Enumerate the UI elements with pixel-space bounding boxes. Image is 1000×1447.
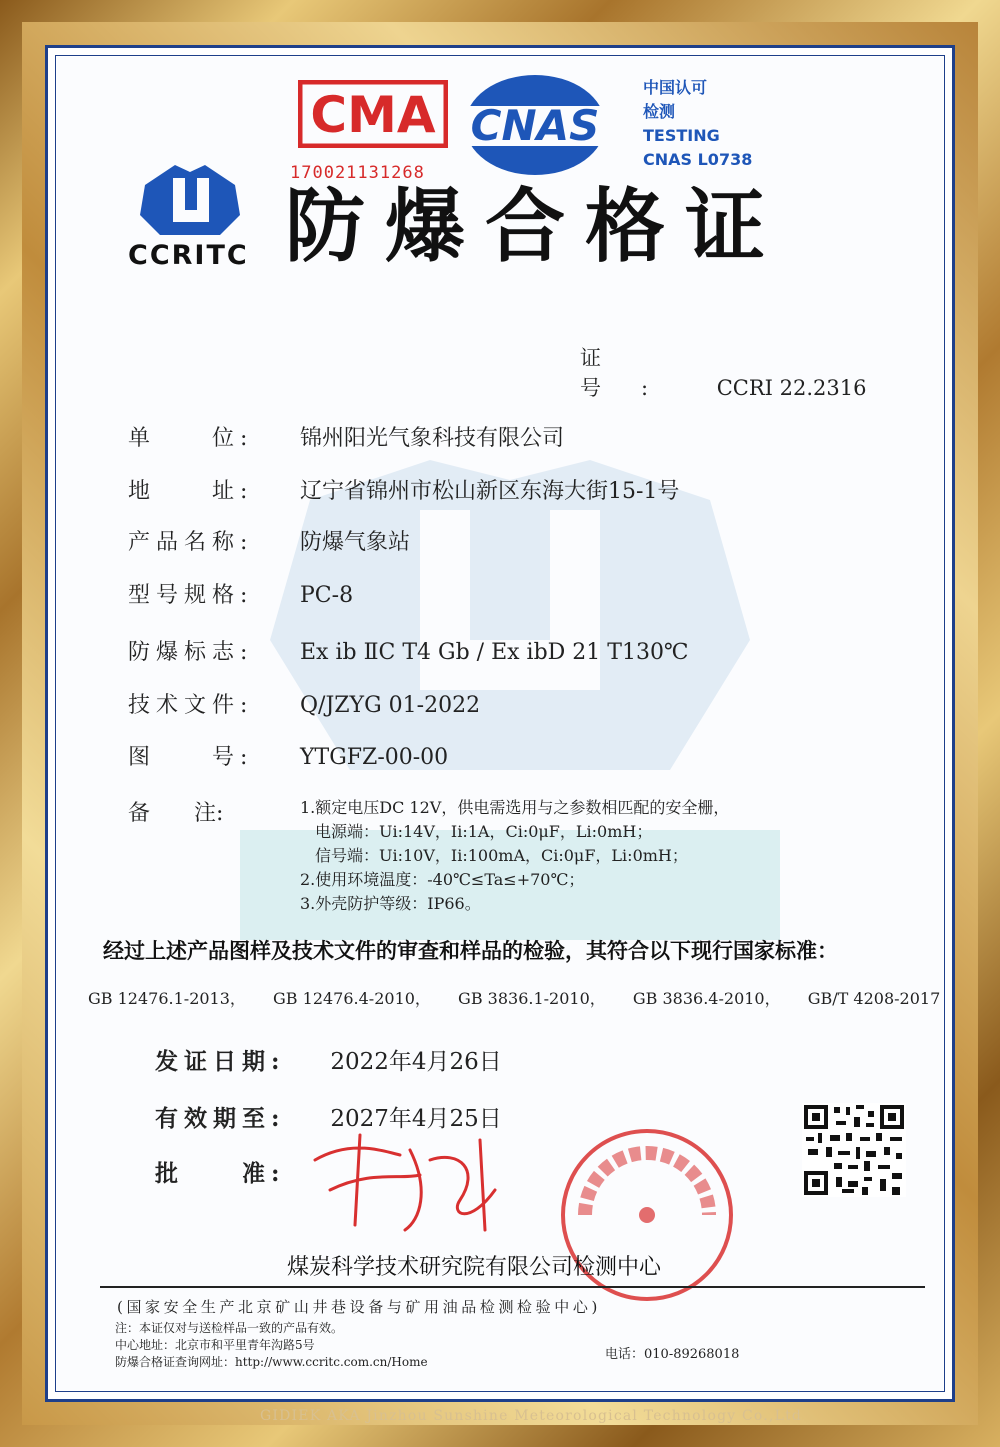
footer-note: 注：本证仅对与送检样品一致的产品有效。 <box>115 1321 344 1335</box>
bottom-watermark-text: GIDIEK AKA Jinzhou Sunshine Meteorological Technology Co.,Ltd <box>260 1408 803 1424</box>
standard-item: GB 3836.4-2010， <box>632 989 781 1008</box>
field-row-product <box>128 525 410 556</box>
cnas-logo-icon <box>455 70 615 180</box>
field-label: 技术文件: <box>128 693 254 718</box>
field-row-address <box>128 474 679 505</box>
issue-date-row <box>155 1043 502 1076</box>
ccritc-logo-icon <box>135 160 245 240</box>
valid-date-label: 有效期至: <box>155 1105 286 1132</box>
note-line: 信号端：Ui:10V，Ii:100mA，Ci:0μF，Li:0mH； <box>315 846 688 865</box>
standard-item: GB 3836.1-2010， <box>458 989 606 1008</box>
field-value: YTGFZ-00-00 <box>300 745 449 770</box>
issue-date-label: 发证日期: <box>155 1048 286 1075</box>
cma-number: 170021131268 <box>290 163 425 183</box>
approve-row <box>155 1155 323 1188</box>
field-row-model <box>128 578 353 609</box>
note-line: 电源端：Ui:14V，Ii:1A，Ci:0μF，Li:0mH； <box>315 822 653 841</box>
valid-date-row <box>155 1100 502 1133</box>
notes-label-row <box>128 796 293 827</box>
cma-logo-icon <box>298 80 448 148</box>
standards-list <box>88 986 940 1009</box>
footer-phone: 电话：010-89268018 <box>605 1347 740 1362</box>
standard-item: GB/T 4208-2017 <box>807 989 941 1008</box>
field-label: 防爆标志: <box>128 640 254 665</box>
svg-text:CNAS: CNAS <box>470 101 600 150</box>
field-label: 型号规格: <box>128 583 254 608</box>
signature-icon <box>310 1130 520 1240</box>
standard-item: GB 12476.1-2013， <box>88 989 246 1008</box>
field-row-drawing-no <box>128 740 448 771</box>
footer-website-link[interactable]: 防爆合格证查询网址：http://www.ccritc.com.cn/Home <box>115 1355 428 1369</box>
certificate-number: CCRI 22.2316 <box>716 376 867 400</box>
field-value: Q/JZYG 01-2022 <box>300 693 481 718</box>
cnas-line: TESTING <box>643 126 720 145</box>
approve-label: 批 准: <box>155 1160 286 1187</box>
field-row-tech-doc <box>128 688 480 719</box>
certificate-number-row <box>580 342 866 402</box>
svg-text:CMA: CMA <box>310 86 436 144</box>
certificate-title: 防爆合格证 <box>285 180 785 273</box>
notes-label: 备 注: <box>128 801 224 826</box>
notes-block <box>300 796 729 916</box>
ccritc-wordmark: CCRITC <box>128 240 249 271</box>
field-label: 图 号: <box>128 745 254 770</box>
certificate-number-label: 证 号: <box>580 346 702 400</box>
field-label: 地 址: <box>128 479 254 504</box>
divider <box>100 1286 925 1288</box>
issuer-subtitle: (国家安全生产北京矿山井巷设备与矿用油品检测检验中心) <box>117 1298 601 1316</box>
field-row-unit <box>128 421 564 452</box>
cnas-line: 中国认可 <box>643 78 708 97</box>
valid-date: 2027年4月25日 <box>330 1106 502 1132</box>
field-value: PC-8 <box>300 583 354 608</box>
issuer-name: 煤炭科学技术研究院有限公司检测中心 <box>287 1255 662 1280</box>
field-value: Ex ib ⅡC T4 Gb / Ex ibD 21 T130℃ <box>300 640 689 665</box>
footer-address: 中心地址：北京市和平里青年沟路5号 <box>115 1338 315 1352</box>
field-label: 单 位: <box>128 426 254 451</box>
cnas-line: 检测 <box>643 102 676 121</box>
standard-item: GB 12476.4-2010， <box>273 989 431 1008</box>
field-value: 锦州阳光气象科技有限公司 <box>300 426 565 451</box>
cnas-accreditation-text <box>643 76 773 172</box>
note-line: 2.使用环境温度：-40℃≤Ta≤+70℃； <box>300 870 585 889</box>
note-line: 3.外壳防护等级：IP66。 <box>300 894 481 913</box>
qr-code-icon <box>802 1103 906 1197</box>
field-value: 辽宁省锦州市松山新区东海大街15-1号 <box>300 479 680 504</box>
compliance-statement: 经过上述产品图样及技术文件的审查和样品的检验，其符合以下现行国家标准： <box>103 938 838 963</box>
issue-date: 2022年4月26日 <box>330 1049 502 1075</box>
field-row-ex-marking <box>128 635 689 666</box>
field-value: 防爆气象站 <box>300 530 411 555</box>
cnas-line: CNAS L0738 <box>643 150 753 169</box>
field-label: 产品名称: <box>128 530 254 555</box>
note-line: 1.额定电压DC 12V，供电需选用与之参数相匹配的安全栅， <box>300 798 730 817</box>
